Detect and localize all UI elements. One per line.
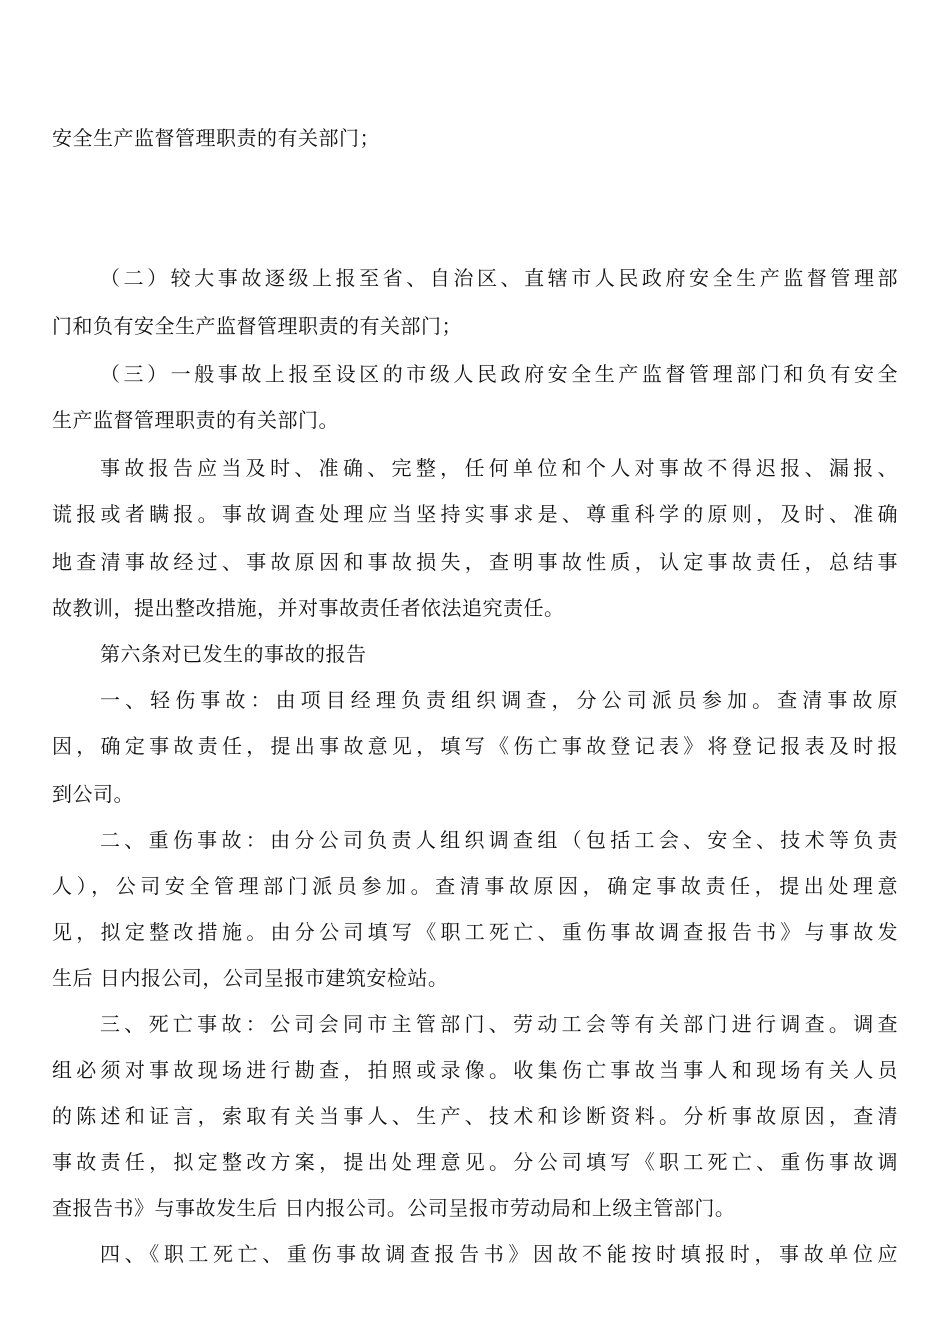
paragraph-line: 地查清事故经过、事故原因和事故损失，查明事故性质，认定事故责任，总结事 bbox=[52, 550, 898, 574]
paragraph-line: （二）较大事故逐级上报至省、自治区、直辖市人民政府安全生产监督管理部 bbox=[100, 266, 898, 290]
paragraph-line: 生后 日内报公司，公司呈报市建筑安检站。 bbox=[52, 966, 449, 990]
paragraph-line: （三）一般事故上报至设区的市级人民政府安全生产监督管理部门和负有安全 bbox=[100, 362, 898, 386]
paragraph-line: 因，确定事故责任，提出事故意见，填写《伤亡事故登记表》将登记报表及时报 bbox=[52, 734, 898, 758]
paragraph-line: 见，拟定整改措施。由分公司填写《职工死亡、重伤事故调查报告书》与事故发 bbox=[52, 920, 898, 944]
paragraph-line: 的陈述和证言，索取有关当事人、生产、技术和诊断资料。分析事故原因，查清 bbox=[52, 1104, 898, 1128]
paragraph-line: 生产监督管理职责的有关部门。 bbox=[52, 408, 339, 432]
paragraph-line: 到公司。 bbox=[52, 782, 134, 806]
paragraph-line: 门和负有安全生产监督管理职责的有关部门； bbox=[52, 314, 462, 338]
paragraph-line: 一、轻伤事故：由项目经理负责组织调查，分公司派员参加。查清事故原 bbox=[100, 688, 898, 712]
paragraph-line: 谎报或者瞒报。事故调查处理应当坚持实事求是、尊重科学的原则，及时、准确 bbox=[52, 502, 898, 526]
paragraph-line: 四、《职工死亡、重伤事故调查报告书》因故不能按时填报时，事故单位应 bbox=[100, 1242, 898, 1266]
paragraph-line: 故教训，提出整改措施，并对事故责任者依法追究责任。 bbox=[52, 596, 565, 620]
paragraph-line: 组必须对事故现场进行勘查，拍照或录像。收集伤亡事故当事人和现场有关人员 bbox=[52, 1058, 898, 1082]
paragraph-line: 事故报告应当及时、准确、完整，任何单位和个人对事故不得迟报、漏报、 bbox=[100, 456, 898, 480]
paragraph-line: 人），公司安全管理部门派员参加。查清事故原因，确定事故责任，提出处理意 bbox=[52, 874, 898, 898]
paragraph-line: 三、死亡事故：公司会同市主管部门、劳动工会等有关部门进行调查。调查 bbox=[100, 1012, 898, 1036]
section-heading: 第六条对已发生的事故的报告 bbox=[100, 642, 367, 666]
paragraph-line: 查报告书》与事故发生后 日内报公司。公司呈报市劳动局和上级主管部门。 bbox=[52, 1196, 736, 1220]
paragraph-line: 安全生产监督管理职责的有关部门； bbox=[52, 126, 380, 150]
paragraph-line: 事故责任，拟定整改方案，提出处理意见。分公司填写《职工死亡、重伤事故调 bbox=[52, 1150, 898, 1174]
paragraph-line: 二、重伤事故：由分公司负责人组织调查组（包括工会、安全、技术等负责 bbox=[100, 828, 898, 852]
